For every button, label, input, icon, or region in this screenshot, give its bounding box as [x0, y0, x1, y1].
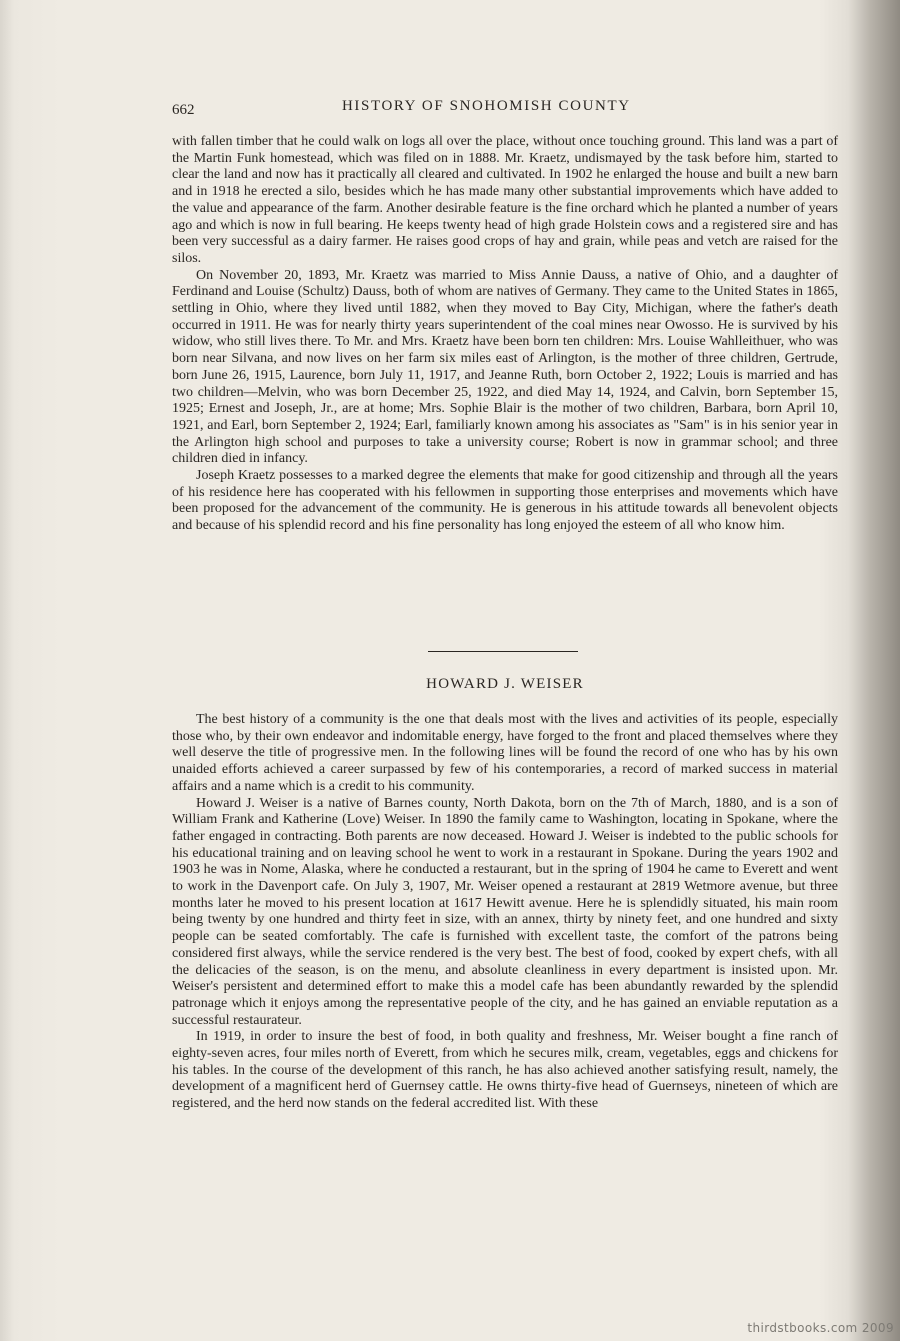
paragraph: On November 20, 1893, Mr. Kraetz was married to Miss Annie Dauss, a native of Ohio, and a daughter of Ferdinand and Louise (Schultz) Dauss, both of whom are natives of Germany. They came to the United States in 1865, settling in Ohio, where they lived until 1882, when they moved to Bay City, Michigan, where the father's death occurred in 1911. He was for nearly thirty years superintendent of the coal mines near Owosso. He is survived by his widow, who still lives there. To Mr. and Mrs. Kraetz have been born ten children: Mrs. Louise Wahlleithuer, who was born near Silvana, and now lives on her farm six miles east of Arlington, is the mother of three children, Gertrude, born June 26, 1915, Laurence, born July 11, 1917, and Jeanne Ruth, born October 2, 1922; Louis is married and has two children—Melvin, who was born December 25, 1922, and died May 14, 1924, and Calvin, born September 15, 1925; Ernest and Joseph, Jr., are at home; Mrs. Sophie Blair is the mother of two children, Barbara, born April 10, 1921, and Earl, born September 2, 1924; Earl, familiarly known among his associates as "Sam" is in his senior year in the Arlington high school and purposes to take a university course; Robert is now in grammar school; and three children died in infancy.	[172, 267, 838, 467]
paragraph: Joseph Kraetz possesses to a marked degree the elements that make for good citizenship and through all the years of his residence here has cooperated with his fellowmen in supporting those enterprises and movements which have been proposed for the advancement of the community. He is generous in his attitude towards all benevolent objects and because of his splendid record and his fine personality has long enjoyed the esteem of all who know him.	[172, 468, 838, 534]
paragraph: In 1919, in order to insure the best of food, in both quality and freshness, Mr. Weiser bought a fine ranch of eighty-seven acres, four miles north of Everett, from which he secures milk, cream, vegetables, eggs and chickens for his tables. In the course of the development of this ranch, he has also achieved another satisfying result, namely, the development of a magnificent herd of Guernsey cattle. He owns thirty-five head of Guernseys, nineteen of which are registered, and the herd now stands on the federal accredited list. With these	[172, 1029, 838, 1112]
paragraph: Howard J. Weiser is a native of Barnes county, North Dakota, born on the 7th of March, 1880, and is a son of William Frank and Katherine (Love) Weiser. In 1890 the family came to Washington, locating in Spokane, where the father engaged in contracting. Both parents are now deceased. Howard J. Weiser is indebted to the public schools for his educational training and on leaving school he went to work in a restaurant in Spokane. During the years 1902 and 1903 he was in Nome, Alaska, where he conducted a restaurant, but in the spring of 1904 he came to Everett and went to work in the Davenport cafe. On July 3, 1907, Mr. Weiser opened a restaurant at 2819 Wetmore avenue, but three months later he moved to his present location at 1617 Hewitt avenue. Here he is splendidly situated, his main room being twenty by one hundred and thirty feet in size, with an annex, thirty by ninety feet, and one hundred and sixty people can be seated comfortably. The cafe is furnished with excellent taste, the comfort of the patrons being considered first always, while the service rendered is the very best. The best of food, cooked by expert chefs, with all the delicacies of the season, is on the menu, and absolute cleanliness in every department is insisted upon. Mr. Weiser's persistent and determined effort to make this a model cafe has been abundantly rewarded by the splendid patronage which it enjoys among the representative people of the city, and he has gained an enviable reputation as a successful restaurateur.	[172, 795, 838, 1028]
page-header	[172, 98, 838, 122]
paragraph: The best history of a community is the one that deals most with the lives and activities of its people, especially those who, by their own endeavor and indomitable energy, have forged to the front and placed themselves where they well deserve the title of progressive men. In the following lines will be found the record of one who has by his own unaided efforts achieved a career surpassed by few of his contemporaries, a record of marked success in material affairs and a name which is a credit to his community.	[172, 712, 838, 794]
paragraph: with fallen timber that he could walk on logs all over the place, without once touching ground. This land was a part of the Martin Funk homestead, which was filed on in 1888. Mr. Kraetz, undismayed by the task before him, started to clear the land and now has it practically all cleared and cultivated. In 1902 he enlarged the house and built a new barn and in 1918 he erected a silo, besides which he has made many other substantial improvements which have added to the value and appearance of the farm. Another desirable feature is the fine orchard which he planted a number of years ago and which is now in full bearing. He keeps twenty head of high grade Holstein cows and a registered sire and has been very successful as a dairy farmer. He raises good crops of hay and grain, while peas and vetch are raised for the silos.	[172, 134, 838, 266]
watermark: thirdstbooks.com 2009	[747, 1321, 894, 1335]
section-divider	[428, 651, 578, 652]
section-title: HOWARD J. WEISER	[426, 676, 584, 692]
kraetz-biography-continued	[172, 134, 838, 535]
running-head: HISTORY OF SNOHOMISH COUNTY	[342, 98, 631, 114]
weiser-biography	[172, 712, 838, 1113]
page-number: 662	[172, 102, 195, 118]
